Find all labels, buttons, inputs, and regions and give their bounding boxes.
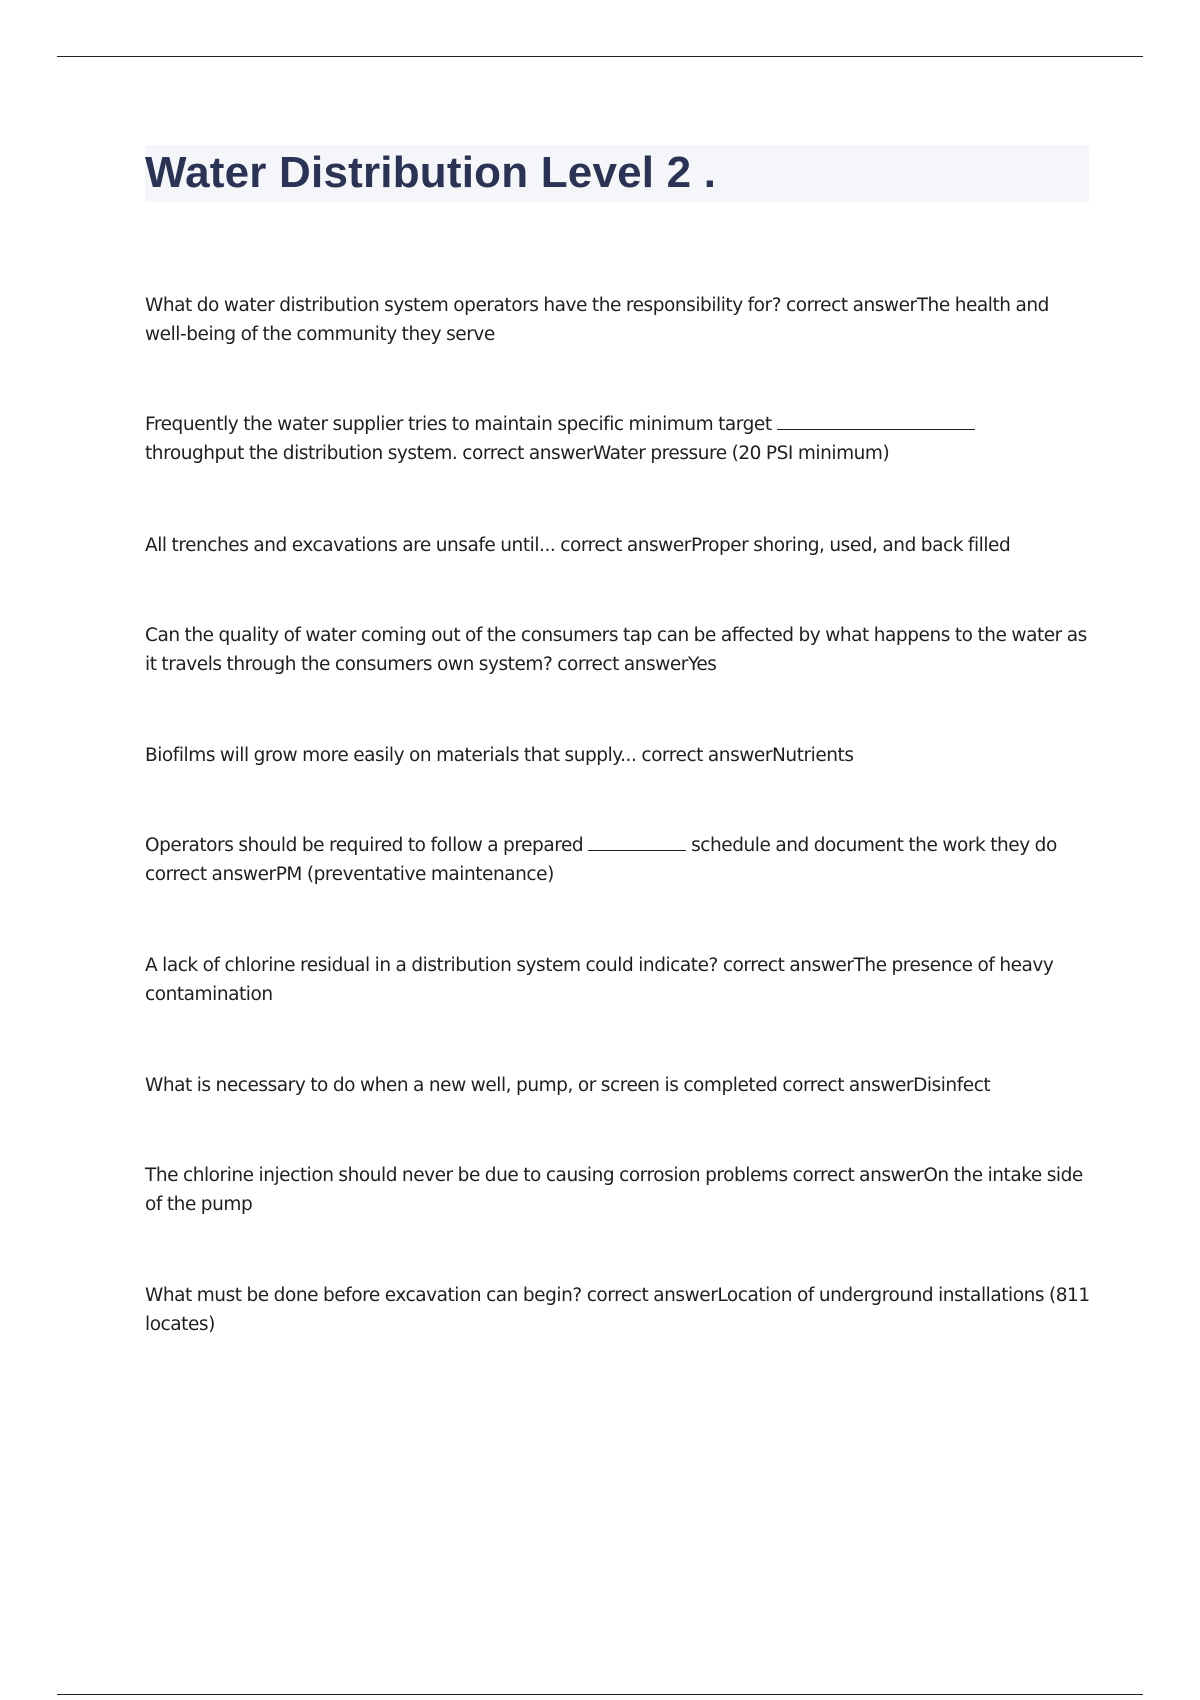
answer-marker: correct answer: [586, 1285, 718, 1306]
fill-in-blank: [588, 832, 686, 851]
question-text: Operators should be required to follow a prepared: [145, 835, 584, 856]
question-text: Biofilms will grow more easily on materials that supply...: [145, 745, 637, 766]
fill-in-blank: [777, 411, 975, 430]
qa-item-5: [145, 742, 1090, 771]
answer-text: Nutrients: [772, 745, 854, 766]
question-text: All trenches and excavations are unsafe until...: [145, 535, 556, 556]
answer-text: Disinfect: [913, 1075, 991, 1096]
answer-marker: correct answer: [722, 955, 854, 976]
answer-text: The health and well-being of the community they serve: [145, 295, 1049, 345]
qa-item-9: [145, 1162, 1090, 1219]
answer-text: Location of underground installations (811 locates): [145, 1285, 1090, 1335]
answer-text: Proper shoring, used, and back filled: [690, 535, 1011, 556]
qa-item-1: [145, 292, 1090, 349]
footer-rule: [57, 1694, 1143, 1695]
question-text: schedule and document the work they do: [691, 835, 1057, 856]
qa-item-6: [145, 832, 1090, 889]
question-text: What do water distribution system operators have the responsibility for?: [145, 295, 782, 316]
answer-marker: correct answer: [786, 295, 917, 316]
qa-item-3: [145, 532, 1090, 561]
answer-text: Water pressure (20 PSI minimum): [592, 442, 890, 464]
answer-marker: correct answer: [560, 535, 691, 556]
answer-marker: correct answer: [557, 653, 688, 675]
question-text: What must be done before excavation can begin?: [145, 1285, 582, 1306]
answer-marker: correct answer: [462, 442, 593, 464]
document-title: Water Distribution Level 2 .: [145, 148, 717, 197]
qa-item-8: [145, 1072, 1090, 1101]
question-text: The chlorine injection should never be due to causing corrosion problems: [145, 1165, 788, 1186]
question-text: What is necessary to do when a new well, pump, or screen is completed: [145, 1075, 778, 1096]
question-text: throughput the distribution system.: [145, 442, 458, 464]
question-text: A lack of chlorine residual in a distribution system could indicate?: [145, 955, 718, 976]
answer-marker: correct answer: [641, 745, 773, 766]
qa-item-4: [145, 622, 1090, 679]
qa-item-2: [145, 411, 1090, 468]
answer-text: PM (preventative maintenance): [275, 863, 554, 885]
answer-text: On the intake side of the pump: [145, 1165, 1083, 1215]
qa-item-10: [145, 1282, 1090, 1339]
answer-marker: correct answer: [782, 1075, 914, 1096]
qa-item-7: [145, 952, 1090, 1009]
answer-text: The presence of heavy contamination: [145, 955, 1054, 1005]
answer-marker: correct answer: [145, 863, 276, 885]
answer-marker: correct answer: [792, 1165, 924, 1186]
question-text: Frequently the water supplier tries to maintain specific minimum target: [145, 414, 772, 435]
answer-text: Yes: [687, 653, 717, 675]
question-text: Can the quality of water coming out of the consumers tap can be affected by what happens to the water as it travels through the consumers own system?: [145, 625, 1087, 675]
header-rule: [57, 56, 1143, 57]
